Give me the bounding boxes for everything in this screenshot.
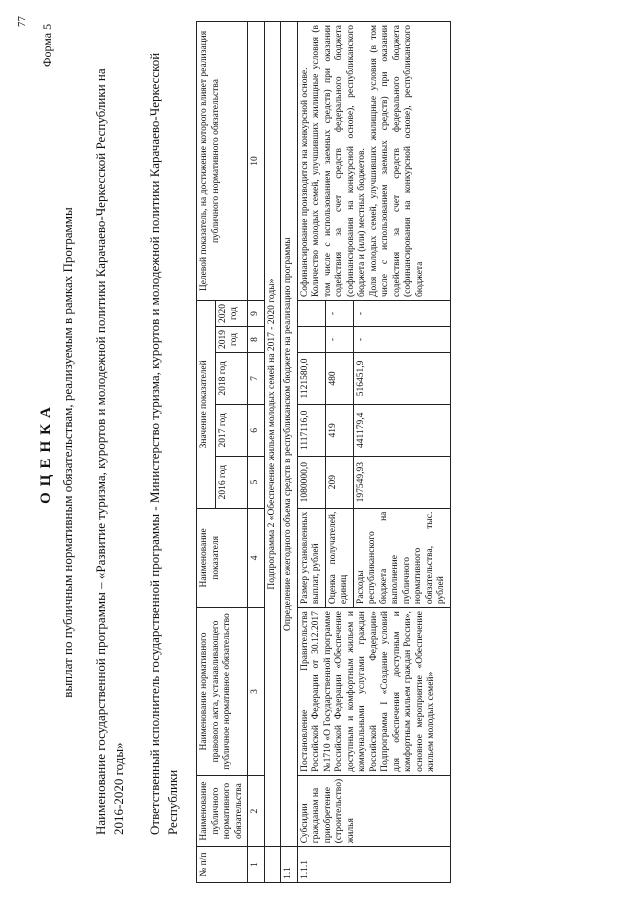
target-intro: Софинансирование производится на конкурсной основе.: [299, 67, 310, 298]
value-2018: 516451,9: [353, 353, 450, 405]
value-2017: 441179,4: [353, 404, 450, 456]
col-number: 9: [248, 301, 265, 327]
row-num: 1.1.1: [297, 847, 450, 883]
col-number: 7: [248, 353, 265, 405]
value-2017: 419: [325, 404, 353, 456]
header-2020: 2020 год: [215, 301, 247, 327]
indicator-name: Оценка получателей, единиц: [325, 508, 353, 607]
obligations-table: [196, 21, 451, 883]
subprogram-row: [264, 22, 281, 883]
value-2018: 480: [325, 353, 353, 405]
header-indicator: Наименование показателя: [197, 508, 248, 607]
data-row-1: [297, 22, 325, 883]
indicator-name: Расходы республиканского бюджета на выполнение публичного нормативного обязательства, тыс. рублей: [353, 508, 450, 607]
column-number-row: [248, 22, 265, 883]
col-number: 1: [248, 847, 265, 883]
value-2019: -: [353, 327, 450, 353]
col-number: 3: [248, 608, 265, 776]
executor-name: Ответственный исполнитель государственной программы - Министерство туризма, курортов и молодежной политики Карачаево-Черкесской Республики: [147, 52, 180, 835]
document-subtitle: выплат по публичным нормативным обязательствам, реализуемым в рамках Программы: [60, 207, 75, 698]
row-obligation: Субсидии гражданам на приобретение (строительство) жилья: [297, 775, 450, 846]
section-row: [281, 22, 298, 883]
header-obligation: Наименование публичного нормативного обязательства: [197, 775, 248, 846]
col-number: 5: [248, 456, 265, 508]
section-title: Определение ежегодного объема средств в республиканском бюджете на реализацию программы: [281, 22, 298, 847]
form-label: Форма 5: [40, 23, 54, 67]
value-2016: 209: [325, 456, 353, 508]
value-2019: [297, 327, 325, 353]
section-num: 1.1: [281, 847, 298, 883]
col-number: 4: [248, 508, 265, 607]
header-2019: 2019 год: [215, 327, 247, 353]
header-target: Целевой показатель, на достижение которого влияет реализация публичного нормативного обязательства: [197, 22, 248, 301]
value-2016: 1080000,0: [297, 456, 325, 508]
value-2020: -: [325, 301, 353, 327]
value-2019: -: [325, 327, 353, 353]
subprogram-title: Подпрограмма 2 «Обеспечение жильем молодых семей на 2017 - 2020 годы»: [264, 22, 281, 847]
value-2020: -: [353, 301, 450, 327]
header-row: [197, 22, 216, 883]
header-2016: 2016 год: [215, 456, 247, 508]
value-2017: 1117116,0: [297, 404, 325, 456]
header-act: Наименование нормативного правового акта, устанавливающего публичное нормативное обязательство: [197, 608, 248, 776]
page-number: 77: [16, 16, 28, 27]
col-number: 2: [248, 775, 265, 846]
target-cell: [297, 22, 450, 301]
indicator-name: Размер установленных выплат, рублей: [297, 508, 325, 607]
col-number: 8: [248, 327, 265, 353]
target-indicator-2: Доля молодых семей, улучшивших жилищные условия (в том числе с использованием заемных средств) при оказании содействия за счет средств федерального бюджета (софинансирования на конкурсной основе), республиканского бюджета: [368, 25, 425, 298]
value-2020: [297, 301, 325, 327]
target-indicator-1: Количество молодых семей, улучшивших жилищные условия (в том числе с использованием заемных средств) при оказании содействия за счет средств федерального бюджета (софинансирования на конкурсной основе), республиканского бюджета и (или) местных бюджетов.: [311, 25, 367, 298]
row-act: Постановление Правительства Российской Федерации от 30.12.2017 №1710 «О Государственной программе Российской Федерации «Обеспечение доступным и комфортным жильем и коммунальными услугами граждан Российской Федерации» Подпрограмма I «Создание условий для обеспечения доступным и комфортным жильем граждан России», основное мероприятие «Обеспечение жильем молодых семей»: [297, 608, 450, 776]
header-2017: 2017 год: [215, 404, 247, 456]
header-values: Значение показателей: [197, 301, 216, 509]
header-num: № п/п: [197, 847, 248, 883]
program-name: Наименование государственной программы – «Развитие туризма, курортов и молодежной политики Карачаево-Черкесской Республики на 2016-2020 годы»: [93, 68, 126, 835]
value-2018: 1121580,0: [297, 353, 325, 405]
document-title: ОЦЕНКА: [38, 401, 54, 504]
col-number: 6: [248, 404, 265, 456]
header-2018: 2018 год: [215, 353, 247, 405]
value-2016: 197549,93: [353, 456, 450, 508]
col-number: 10: [248, 22, 265, 301]
subprogram-num-cell: [264, 847, 281, 883]
